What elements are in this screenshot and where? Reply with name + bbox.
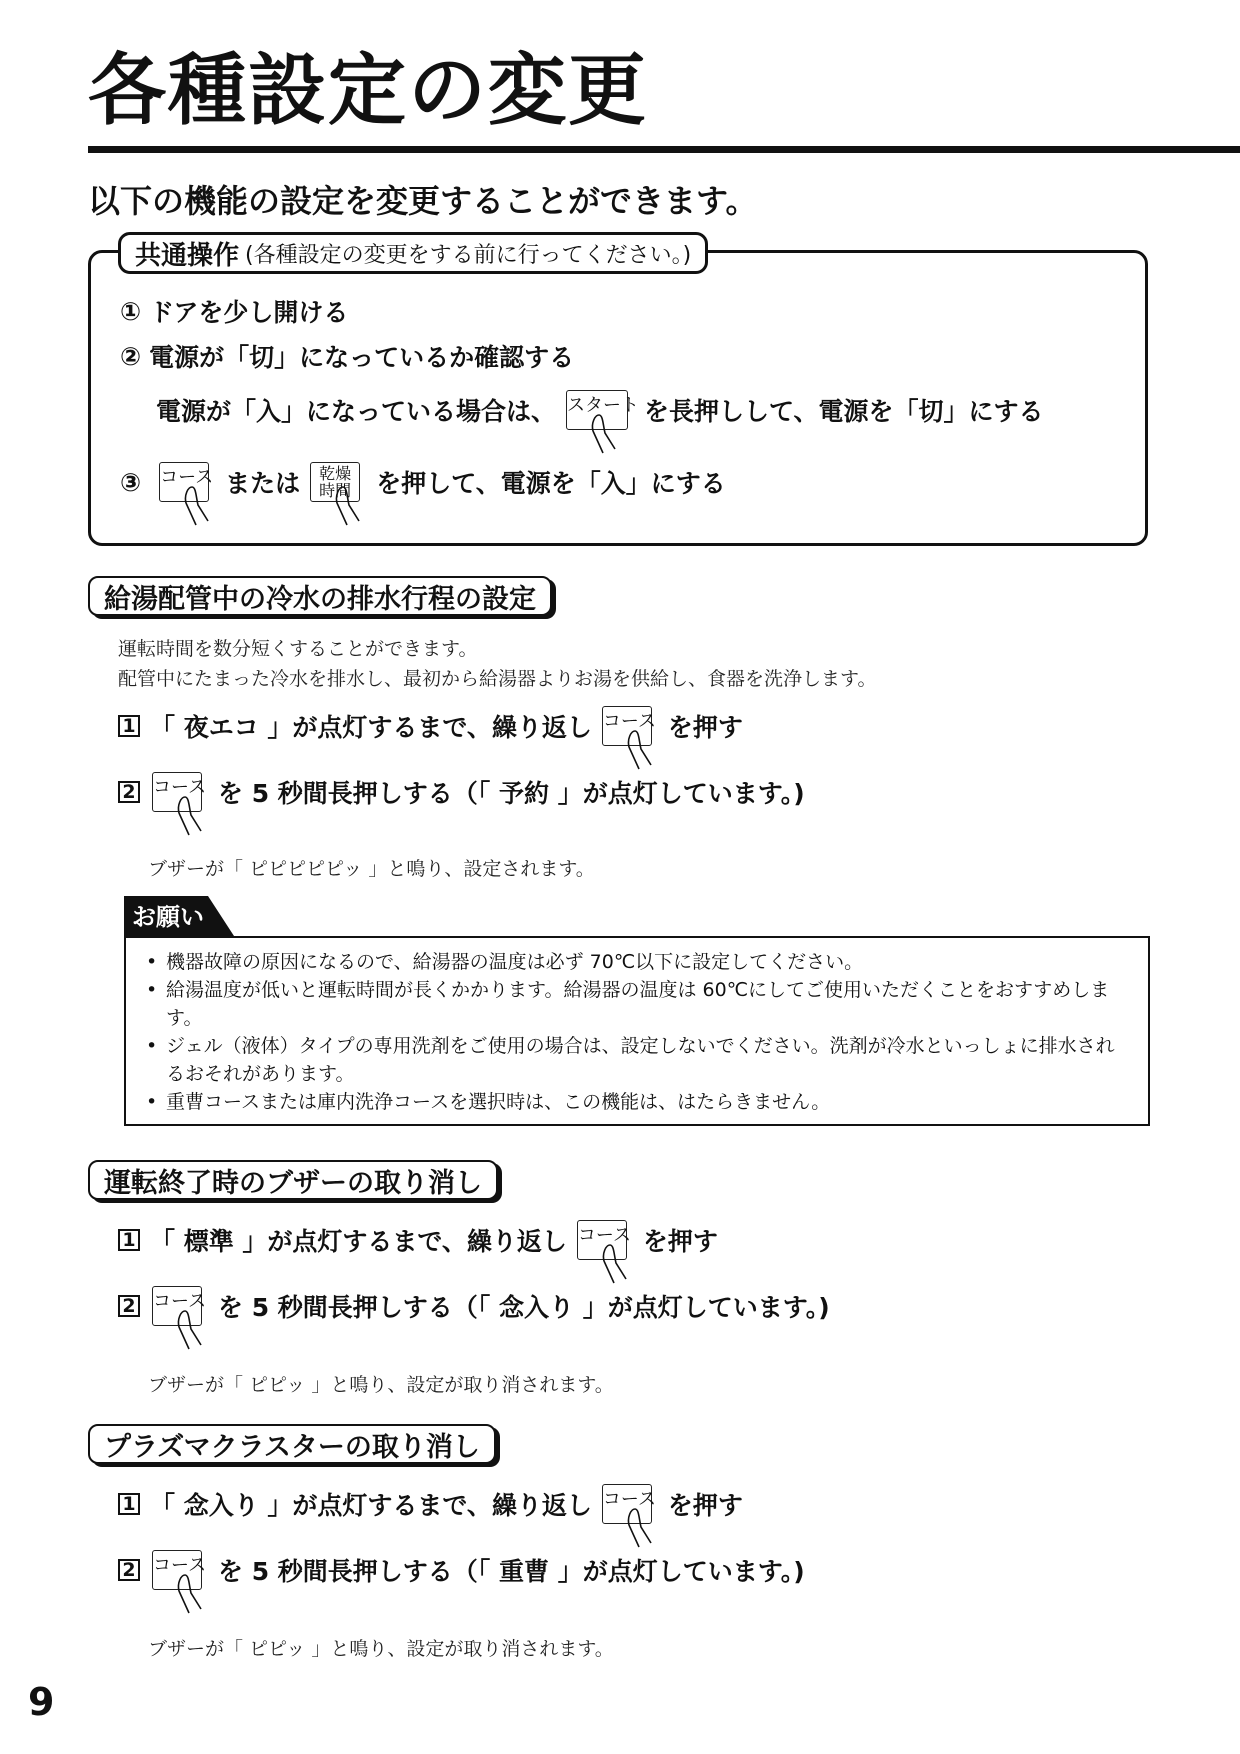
- section-title-drain: 給湯配管中の冷水の排水行程の設定: [88, 576, 552, 616]
- course-button[interactable]: コース: [152, 1286, 202, 1326]
- finger-press-icon: [175, 1569, 215, 1619]
- common-operation-note: (各種設定の変更をする前に行ってください。): [245, 242, 692, 268]
- title-rule: [88, 146, 1240, 153]
- course-button[interactable]: コース: [602, 706, 652, 746]
- section3-step-2: 2 コース を 5 秒間長押しする（「 重曹 」が点灯しています。): [118, 1550, 805, 1590]
- dry-time-button[interactable]: 乾燥 時間: [310, 462, 360, 502]
- common-step-1: ① ドアを少し開ける: [120, 296, 349, 327]
- section-title-buzzer: 運転終了時のブザーの取り消し: [88, 1160, 498, 1200]
- finger-press-icon: [182, 481, 222, 531]
- finger-press-icon: [333, 481, 373, 531]
- section1-step-2: 2 コース を 5 秒間長押しする（「 予約 」が点灯しています。): [118, 772, 805, 812]
- warning-item: • ジェル（液体）タイプの専用洗剤をご使用の場合は、設定しないでください。洗剤が冷水といっしょに排水されるおそれがあります。: [146, 1032, 1132, 1088]
- start-button[interactable]: スタート: [566, 390, 628, 430]
- finger-press-icon: [175, 791, 215, 841]
- warning-item: • 給湯温度が低いと運転時間が長くかかります。給湯器の温度は 60℃にしてご使用いただくことをおすすめします。: [146, 976, 1132, 1032]
- section2-step-2: 2 コース を 5 秒間長押しする（「 念入り 」が点灯しています。): [118, 1286, 830, 1326]
- common-step-2: ② 電源が「切」になっているか確認する: [120, 341, 575, 372]
- finger-press-icon: [600, 1239, 640, 1289]
- warning-box: [124, 936, 1150, 1126]
- finger-press-icon: [589, 409, 629, 459]
- common-operation-tab: [118, 232, 708, 274]
- section1-desc-2: 配管中にたまった冷水を排水し、最初から給湯器よりお湯を供給し、食器を洗浄します。: [118, 668, 877, 690]
- course-button[interactable]: コース: [152, 772, 202, 812]
- section-title-plasmacluster: プラズマクラスターの取り消し: [88, 1424, 496, 1464]
- section2-step-1: 1 「 標準 」が点灯するまで、繰り返し コース を押す: [118, 1220, 718, 1260]
- common-operation-title: 共通操作: [135, 240, 240, 271]
- section3-note: ブザーが「 ピピッ 」と鳴り、設定が取り消されます。: [148, 1638, 614, 1660]
- section2-note: ブザーが「 ピピッ 」と鳴り、設定が取り消されます。: [148, 1374, 614, 1396]
- warning-item: • 重曹コースまたは庫内洗浄コースを選択時は、この機能は、はたらきません。: [146, 1088, 1132, 1116]
- course-button[interactable]: コース: [159, 462, 209, 502]
- warning-item: • 機器故障の原因になるので、給湯器の温度は必ず 70℃以下に設定してください。: [146, 948, 1132, 976]
- course-button[interactable]: コース: [602, 1484, 652, 1524]
- course-button[interactable]: コース: [577, 1220, 627, 1260]
- section1-desc-1: 運転時間を数分短くすることができます。: [118, 638, 478, 660]
- page-number: 9: [28, 1680, 55, 1724]
- warning-label: [124, 896, 234, 936]
- page-title: 各種設定の変更: [88, 46, 649, 136]
- common-step-2b: 電源が「入」になっている場合は、 スタート を長押しして、電源を「切」にする: [156, 390, 1044, 430]
- section3-step-1: 1 「 念入り 」が点灯するまで、繰り返し コース を押す: [118, 1484, 743, 1524]
- svg-text:お願い: お願い: [132, 903, 204, 931]
- finger-press-icon: [175, 1305, 215, 1355]
- section1-note: ブザーが「 ピピピピピッ 」と鳴り、設定されます。: [148, 858, 595, 880]
- finger-press-icon: [625, 725, 665, 775]
- page-subtitle: 以下の機能の設定を変更することができます。: [88, 182, 758, 220]
- finger-press-icon: [625, 1503, 665, 1553]
- common-step-3: ③ コース または 乾燥 時間 を押して、電源を「入」にする: [120, 462, 726, 502]
- course-button[interactable]: コース: [152, 1550, 202, 1590]
- section1-step-1: 1 「 夜エコ 」が点灯するまで、繰り返し コース を押す: [118, 706, 743, 746]
